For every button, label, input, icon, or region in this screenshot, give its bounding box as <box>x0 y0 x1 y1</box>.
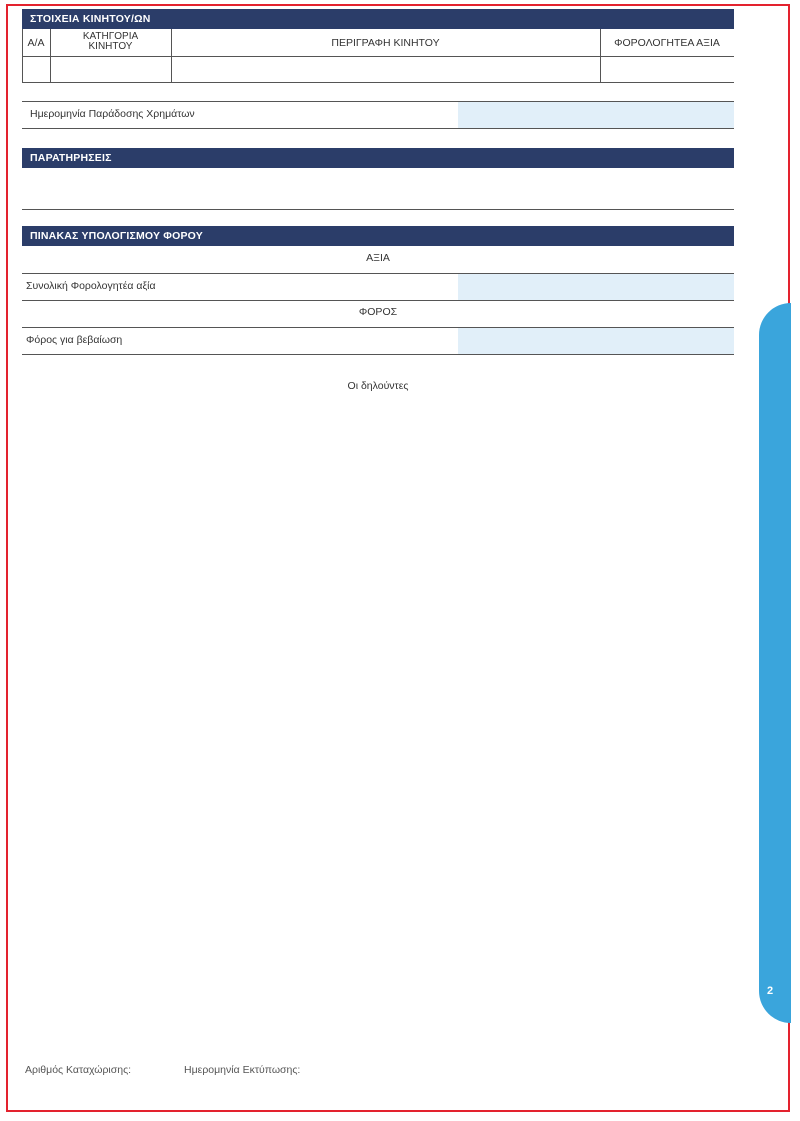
column-header-description: ΠΕΡΙΓΡΑΦΗ ΚΙΝΗΤΟΥ <box>331 37 440 49</box>
page-frame <box>6 4 790 1112</box>
table-bottom-border <box>22 82 734 83</box>
vehicles-section-header: ΣΤΟΙΧΕΙΑ ΚΙΝΗΤΟΥ/ΩΝ <box>22 9 734 29</box>
value-heading: ΑΞΙΑ <box>366 252 390 264</box>
tax-certificate-field[interactable] <box>458 328 734 354</box>
payment-date-field[interactable] <box>458 102 734 128</box>
total-taxable-value-field[interactable] <box>458 274 734 300</box>
category-line-2: ΚΙΝΗΤΟΥ <box>88 41 133 52</box>
tax-section-header: ΠΙΝΑΚΑΣ ΥΠΟΛΟΓΙΣΜΟΥ ΦΟΡΟΥ <box>22 226 734 246</box>
divider <box>22 128 734 129</box>
side-tab <box>759 303 791 1023</box>
page-number: 2 <box>767 985 774 997</box>
table-row-divider <box>22 56 734 57</box>
column-header-aa: Α/Α <box>27 37 45 49</box>
column-header-category <box>50 32 171 52</box>
declarants-label: Οι δηλούντες <box>347 380 409 392</box>
remarks-section-header: ΠΑΡΑΤΗΡΗΣΕΙΣ <box>22 148 734 168</box>
payment-date-label: Ημερομηνία Παράδοσης Χρημάτων <box>30 108 195 120</box>
registration-number-label: Αριθμός Καταχώρισης: <box>25 1064 132 1076</box>
divider <box>22 300 734 301</box>
tax-certificate-label: Φόρος για βεβαίωση <box>26 334 123 346</box>
total-taxable-value-label: Συνολική Φορολογητέα αξία <box>26 280 156 292</box>
divider <box>22 354 734 355</box>
tax-heading: ΦΟΡΟΣ <box>358 306 398 318</box>
column-header-taxable-value: ΦΟΡΟΛΟΓΗΤΕΑ ΑΞΙΑ <box>614 37 720 49</box>
remarks-bottom-border <box>22 209 734 210</box>
category-line-1: ΚΑΤΗΓΟΡΙΑ <box>82 31 139 42</box>
print-date-label: Ημερομηνία Εκτύπωσης: <box>184 1064 301 1076</box>
